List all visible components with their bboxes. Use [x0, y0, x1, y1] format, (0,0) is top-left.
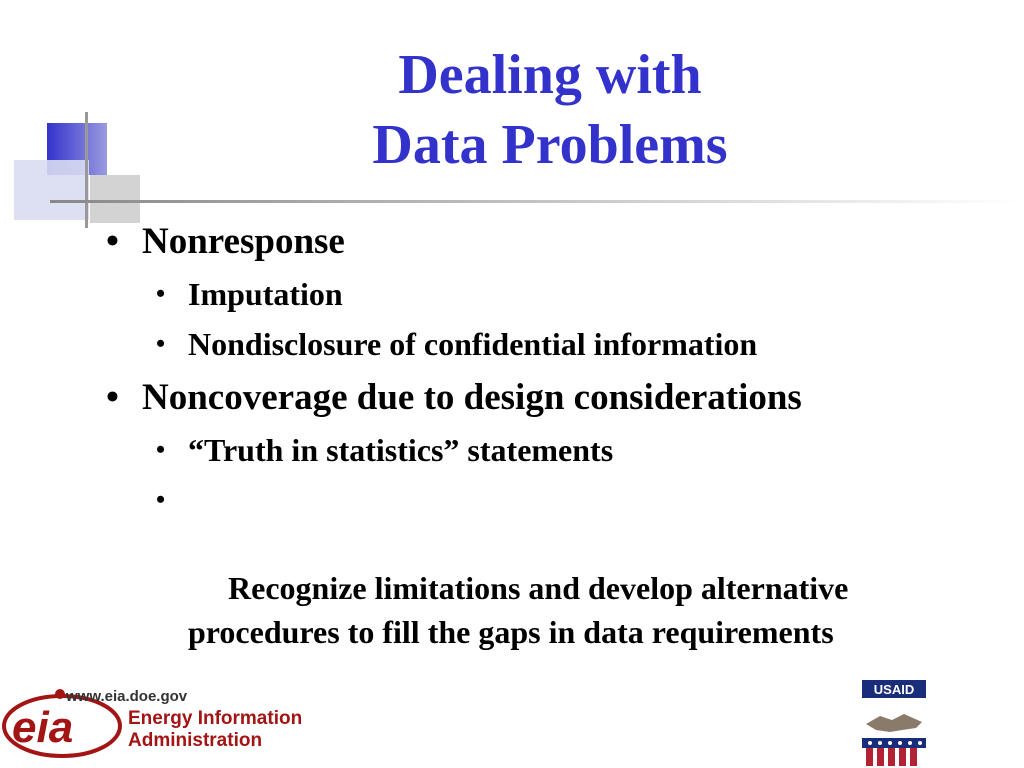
sub-bullet-text: Nondisclosure of confidential information — [188, 326, 758, 362]
bullet-list — [100, 218, 980, 698]
bullet-item — [100, 218, 980, 266]
bullet-dot-icon: • — [156, 485, 166, 514]
deco-horizontal-line — [50, 200, 1020, 203]
bullet-text: Noncoverage due to design considerations — [142, 377, 802, 418]
sub-bullet-text: Recognize limitations and develop alternative procedures to fill the gaps in data requirements — [188, 570, 857, 650]
bullet-item — [100, 374, 980, 422]
eia-name-line-1: Energy Information — [128, 708, 303, 729]
handshake-icon — [866, 714, 922, 732]
sub-bullet-text: “Truth in statistics” statements — [188, 432, 614, 468]
slide-title — [300, 40, 800, 180]
usaid-logo — [862, 680, 926, 766]
title-line-2: Data Problems — [372, 114, 728, 176]
sub-bullet-text: Imputation — [188, 276, 343, 312]
usaid-logo-text: USAID — [873, 682, 915, 697]
sub-bullet-item — [100, 322, 980, 366]
bullet-text: Nonresponse — [142, 221, 345, 262]
eia-name — [128, 708, 302, 752]
deco-grey-square — [90, 175, 140, 223]
sub-bullet-item — [100, 428, 980, 472]
eia-name-line-2: Administration — [128, 730, 263, 751]
eia-logo-text: eia — [12, 703, 74, 752]
sub-bullet-item — [100, 478, 980, 698]
deco-light-square — [14, 160, 89, 220]
bullet-dot-icon: • — [156, 435, 166, 464]
title-line-1: Dealing with — [398, 44, 702, 106]
bullet-dot-icon: • — [106, 221, 119, 262]
bullet-dot-icon: • — [106, 377, 119, 418]
sub-bullet-item — [100, 272, 980, 316]
eia-url: www.eia.doe.gov — [66, 688, 188, 705]
bullet-dot-icon: • — [156, 279, 166, 308]
deco-vertical-line — [85, 112, 88, 228]
bullet-dot-icon: • — [156, 329, 166, 358]
